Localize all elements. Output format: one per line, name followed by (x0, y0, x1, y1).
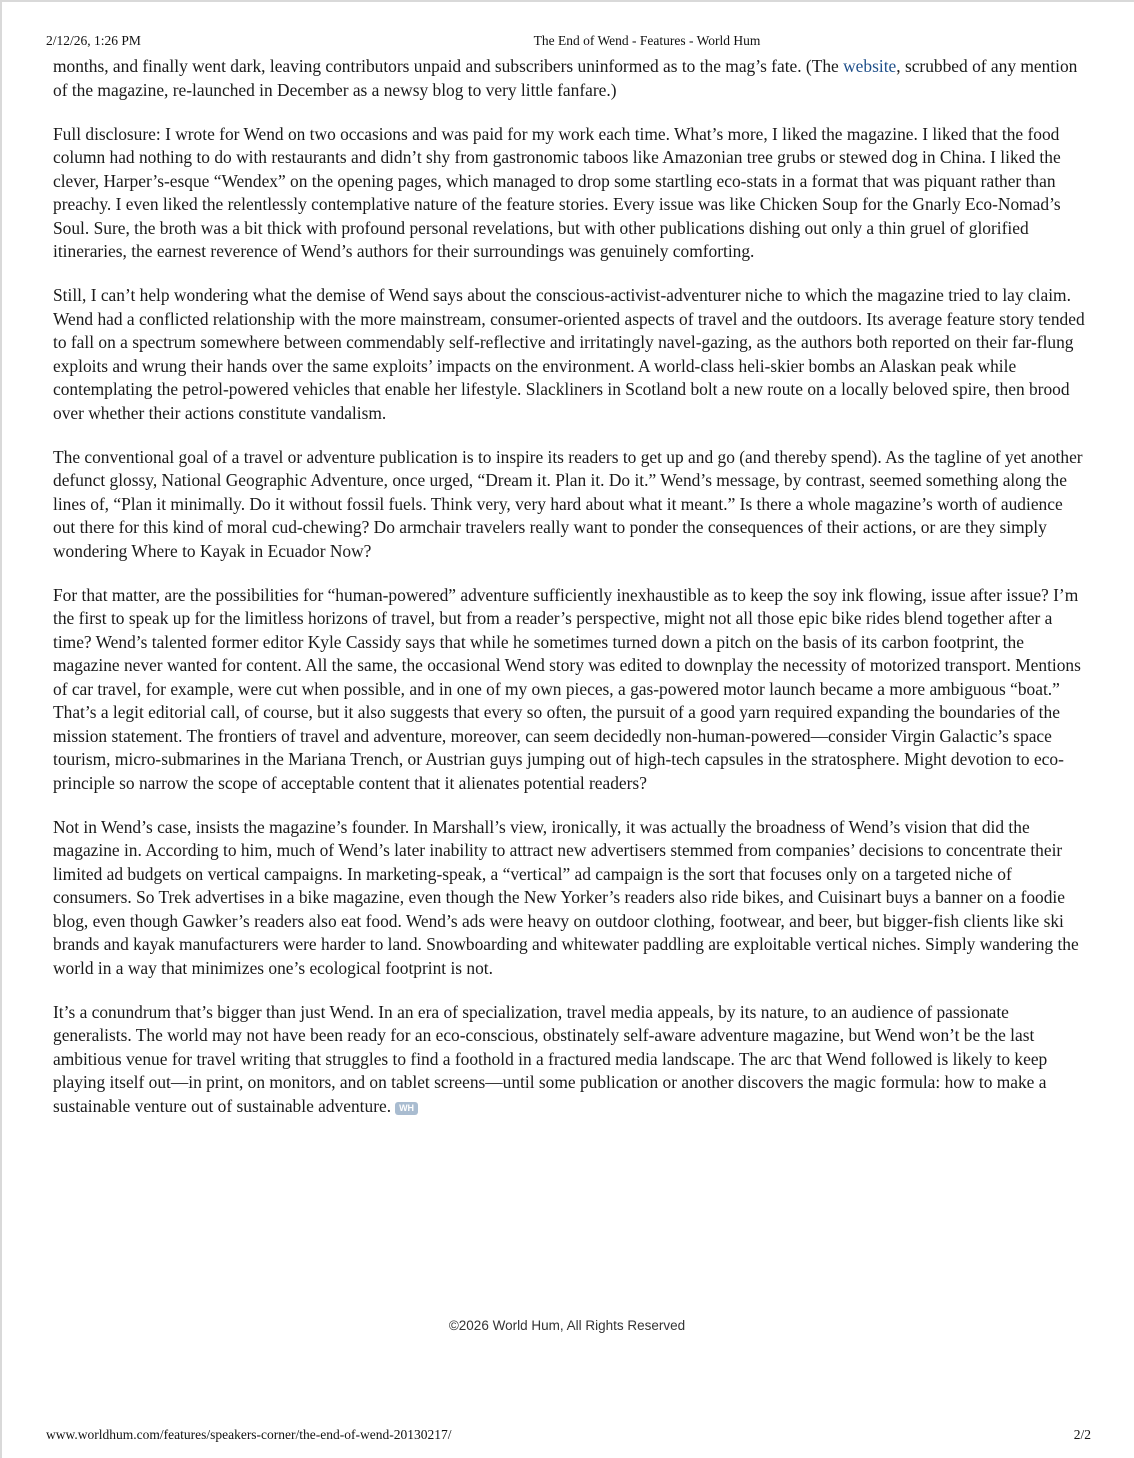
copyright-notice: ©2026 World Hum, All Rights Reserved (448, 1318, 686, 1333)
page-top-border (0, 0, 1134, 2)
website-link[interactable]: website (843, 56, 897, 76)
print-header (46, 33, 1088, 51)
article-body (53, 55, 1089, 1139)
print-page-title: The End of Wend - Features - World Hum (533, 33, 761, 48)
article-paragraph-5: For that matter, are the possibilities for “human-powered” adventure sufficiently inexhaustible as to keep the soy ink flowing, issue after issue? I’m the first to speak up for the limitless horizons of travel, but from a reader’s perspective, might not all those epic bike rides blend together after a time? Wend’s talented former editor Kyle Cassidy says that while he sometimes turned down a pitch on the basis of its carbon footprint, the magazine never wanted for content. All the same, the occasional Wend story was edited to downplay the necessity of motorized transport. Mentions of car travel, for example, were cut when possible, and in one of my own pieces, a gas-powered motor launch became a more ambiguous “boat.” That’s a legit editorial call, of course, but it also suggests that every so often, the pursuit of a good yarn required expanding the boundaries of the mission statement. The frontiers of travel and adventure, moreover, can seem decidedly non-human-powered—consider Virgin Galactic’s space tourism, micro-submarines in the Mariana Trench, or Austrian guys jumping out of high-tech capsules in the stratosphere. Might devotion to eco-principle so narrow the scope of acceptable content that it alienates potential readers? (53, 584, 1081, 793)
paragraph-text: months, and finally went dark, leaving contributors unpaid and subscribers uninformed as to the mag’s fate. (The (53, 56, 844, 76)
page-number: 2/2 (1073, 1427, 1091, 1442)
article-paragraph-1 (53, 55, 1089, 102)
print-date: 2/12/26, 1:26 PM (46, 33, 141, 48)
article-paragraph-2: Full disclosure: I wrote for Wend on two occasions and was paid for my work each time. What’s more, I liked the magazine. I liked that the food column had nothing to do with restaurants and didn’t shy from gastronomic taboos like Amazonian tree grubs or stewed dog in China. I liked the clever, Harper’s-esque “Wendex” on the opening pages, which managed to drop some startling eco-stats in a format that was piquant rather than preachy. I even liked the relentlessly contemplative nature of the feature stories. Every issue was like Chicken Soup for the Gnarly Eco-Nomad’s Soul. Sure, the broth was a bit thick with profound personal revelations, but with other publications dishing out only a thin gruel of glorified itineraries, the earnest reverence of Wend’s authors for their surroundings was genuinely comforting. (53, 123, 1061, 261)
paragraph-text: , scrubbed of any mention of the magazine, re-launched in December as a newsy blog to very little fanfare.) (53, 56, 1078, 100)
article-paragraph-3: Still, I can’t help wondering what the demise of Wend says about the conscious-activist-adventurer niche to which the magazine tried to lay claim. Wend had a conflicted relationship with the more mainstream, consumer-oriented aspects of travel and the outdoors. Its average feature story tended to fall on a spectrum somewhere between commendably self-reflective and irritatingly navel-gazing, as the authors both reported on their far-flung exploits and wrung their hands over the same exploits’ impacts on the environment. A world-class heli-skier bombs an Alaskan peak while contemplating the petrol-powered vehicles that enable her lifestyle. Slackliners in Scotland bolt a new route on a locally beloved spire, then brood over whether their actions constitute vandalism. (53, 285, 1085, 423)
world-hum-end-badge: WH (395, 1102, 418, 1115)
article-paragraph-7 (53, 1001, 1089, 1119)
page-left-border (0, 0, 2, 1458)
article-paragraph-6: Not in Wend’s case, insists the magazine’s founder. In Marshall’s view, ironically, it was actually the broadness of Wend’s vision that did the magazine in. According to him, much of Wend’s later inability to attract new advertisers stemmed from companies’ decisions to concentrate their limited ad budgets on vertical campaigns. In marketing-speak, a “vertical” ad campaign is the sort that focuses only on a targeted niche of consumers. So Trek advertises in a bike magazine, even though the New Yorker’s readers also ride bikes, and Cuisinart buys a banner on a foodie blog, even though Gawker’s readers also eat food. Wend’s ads were heavy on outdoor clothing, footwear, and beer, but bigger-fish clients like ski brands and kayak manufacturers were harder to land. Snowboarding and whitewater paddling are exploitable vertical niches. Simply wandering the world in a way that minimizes one’s ecological footprint is not. (53, 816, 1079, 978)
article-paragraph-4: The conventional goal of a travel or adventure publication is to inspire its readers to get up and go (and thereby spend). As the tagline of yet another defunct glossy, National Geographic Adventure, once urged, “Dream it. Plan it. Do it.” Wend’s message, by contrast, seemed something along the lines of, “Plan it minimally. Do it without fossil fuels. Think very, very hard about what it meant.” Is there a whole magazine’s worth of audience out there for this kind of moral cud-chewing? Do armchair travelers really want to ponder the consequences of their actions, or are they simply wondering Where to Kayak in Ecuador Now? (53, 446, 1083, 561)
paragraph-text: It’s a conundrum that’s bigger than just Wend. In an era of specialization, travel media appeals, by its nature, to an audience of passionate generalists. The world may not have been ready for an eco-conscious, obstinately self-aware adventure magazine, but Wend won’t be the last ambitious venue for travel writing that struggles to find a foothold in a fractured media landscape. The arc that Wend followed is likely to keep playing itself out—in print, on monitors, and on tablet screens—until some publication or another discovers the magic formula: how to make a sustainable venture out of sustainable adventure. (53, 1001, 1048, 1116)
print-url: www.worldhum.com/features/speakers-corner/the-end-of-wend-20130217/ (46, 1427, 452, 1442)
